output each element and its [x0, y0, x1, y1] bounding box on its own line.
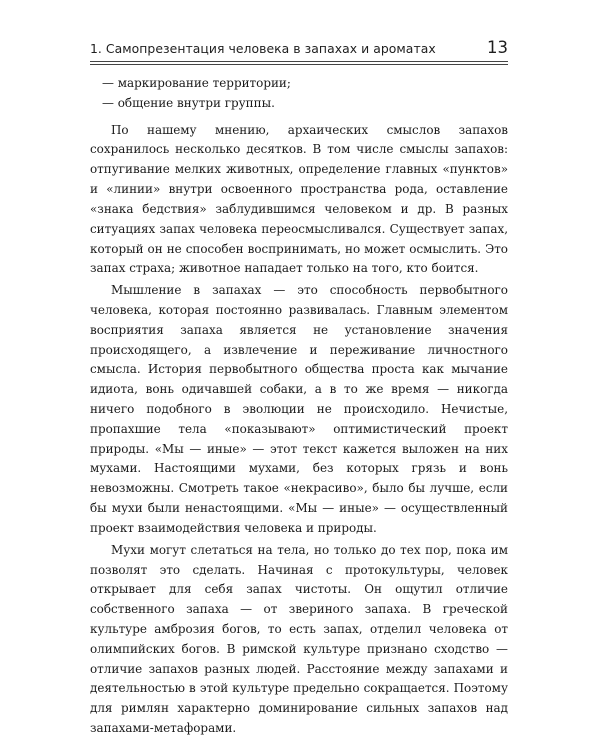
- paragraph: Мухи могут слетаться на тела, но только до тех пор, пока им позволят это сделать. Начиная с протокультуры, человек открывает для себя запах чистоты. Он ощутил отличие собственного запаха — от звериного запаха. В греческой культуре амброзия богов, то есть запах, отделил человека от олимпийских богов. В римской культуре признано сходство — отличие запахов разных людей. Расстояние между запахами и деятельностью в этой культуре предельно сокращается. Поэтому для римлян характерно доминирование сильных запахов над запахами-метафорами.: [90, 542, 508, 735]
- page-number: 13: [487, 38, 508, 57]
- chapter-title: 1. Самопрезентация человека в запахах и ароматах: [90, 41, 436, 56]
- header-rule-top: [90, 61, 508, 62]
- paragraph: По нашему мнению, архаических смыслов запахов сохранилось несколько десятков. В том числе смыслы запахов: отпугивание мелких животных, определение главных «пунктов» и «линии» внутри освоенного пространства рода, оставление «знака бедствия» заблудившимся человеком и др. В разных ситуациях запах человека переосмысливался. Существует запах, который он не способен воспринимать, но может осмыслить. Это запах страха; животное нападает только на того, кто боится.: [90, 122, 508, 276]
- body-text: [90, 74, 508, 739]
- list-item: — маркирование территории;: [102, 76, 291, 90]
- paragraph: Мышление в запахах — это способность первобытного человека, которая постоянно развивалась. Главным элементом восприятия запаха является не установление значения происходящего, а извлечение и переживание личностного смысла. История первобытного общества проста как мычание идиота, вонь одичавшей собаки, а в то же время — никогда ничего подобного в эволюции не происходило. Нечистые, пропахшие тела «показывают» оптимистический проект природы. «Мы — иные» — этот текст кажется выложен на них мухами. Настоящими мухами, без которых грязь и вонь невозможны. Смотреть такое «некрасиво», было бы лучше, если бы мухи были ненастоящими. «Мы — иные» — осуществленный проект взаимодействия человека и природы.: [90, 283, 508, 535]
- list-item: — общение внутри группы.: [102, 95, 275, 110]
- running-header: [90, 33, 508, 57]
- header-rule-bottom: [90, 64, 508, 65]
